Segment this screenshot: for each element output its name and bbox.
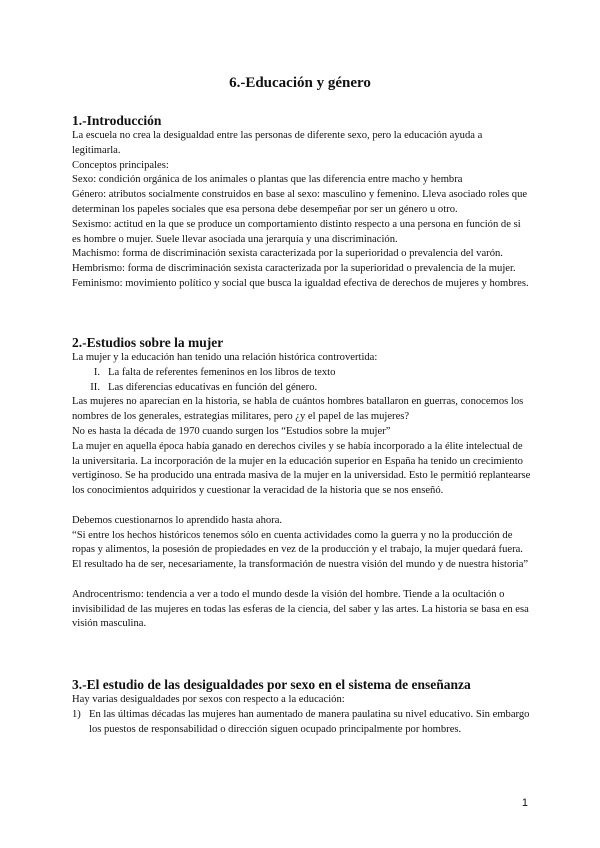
paragraph: Conceptos principales: <box>72 159 169 171</box>
section-estudios-mujer <box>72 334 532 632</box>
list-item-text: La falta de referentes femeninos en los libros de texto <box>108 366 336 378</box>
blank-line <box>72 499 532 514</box>
list-item <box>72 366 532 381</box>
section-heading: 3.-El estudio de las desigualdades por sexo en el sistema de enseñanza <box>72 677 471 692</box>
list-marker: II. <box>90 381 100 393</box>
definition-feminismo: Feminismo: movimiento político y social que busca la igualdad efectiva de derechos de mujeres y hombres. <box>72 277 529 289</box>
list-marker: 1) <box>72 708 81 720</box>
definition-sexo: Sexo: condición orgánica de los animales o plantas que las diferencia entre macho y hembra <box>72 174 463 186</box>
paragraph: La escuela no crea la desigualdad entre las personas de diferente sexo, pero la educación ayuda a legitimarla. <box>72 130 483 156</box>
definition-genero: Género: atributos socialmente construidos en base al sexo: masculino y femenino. Lleva asociado roles que determinan los papeles sociales que esa persona debe desempeñar por ser un género u otro. <box>72 189 528 215</box>
quote-paragraph: “Si entre los hechos históricos tenemos sólo en cuenta actividades como la guerra y no la producción de ropas y alimentos, la posesión de propiedades en vez de la producción y el trabajo, la mujer quedará fuera. El resultado ha de ser, necesariamente, la transformación de nuestra visión del mundo y de nuestra historia” <box>72 529 529 571</box>
section-heading: 2.-Estudios sobre la mujer <box>72 335 224 350</box>
list-item-text: Las diferencias educativas en función del género. <box>108 381 318 393</box>
paragraph: No es hasta la década de 1970 cuando surgen los “Estudios sobre la mujer” <box>72 425 391 437</box>
section-heading: 1.-Introducción <box>72 113 162 128</box>
definition-androcentrismo: Androcentrismo: tendencia a ver a todo el mundo desde la visión del hombre. Tiende a la ocultación o invisibilidad de las mujeres en todas las esferas de la ciencia, del saber y las artes. La historia se basa en esa visión masculina. <box>72 588 529 630</box>
numbered-list <box>72 708 532 738</box>
paragraph: Hay varias desigualdades por sexos con respecto a la educación: <box>72 694 345 705</box>
list-item <box>72 381 532 396</box>
blank-line <box>72 573 532 588</box>
paragraph: La mujer en aquella época había ganado en derechos civiles y se había incorporado a la élite intelectual de la universitaria. La incorporación de la mujer en la educación superior en España ha tenido un crecimiento vertiginoso. Se ha producido una entrada masiva de la mujer en la universidad. Esto le permitió replantearse los conocimientos adquiridos y cuestionar la veracidad de la historia que se nos enseñó. <box>72 440 531 497</box>
definition-hembrismo: Hembrismo: forma de discriminación sexista caracterizada por la superioridad o prevalencia de la mujer. <box>72 263 516 275</box>
list-item-text: En las últimas décadas las mujeres han aumentado de manera paulatina su nivel educativo. Sin embargo los puestos de responsabilidad o dirección siguen ocupado principalmente por hombres. <box>89 708 530 735</box>
roman-list <box>72 366 532 396</box>
definition-machismo: Machismo: forma de discriminación sexista caracterizada por la superioridad o prevalencia del varón. <box>72 248 503 260</box>
definition-sexismo: Sexismo: actitud en la que se produce un comportamiento distinto respecto a una persona en función de si es hombre o mujer. Suele llevar asociada una jerarquía y una discriminación. <box>72 218 521 245</box>
section-introduccion <box>72 112 532 292</box>
list-marker: I. <box>93 366 100 378</box>
page-number: 1 <box>521 797 528 809</box>
list-item <box>72 708 532 738</box>
paragraph: La mujer y la educación han tenido una relación histórica controvertida: <box>72 352 378 363</box>
paragraph: Las mujeres no aparecían en la historia, se habla de cuántos hombres batallaron en guerras, conocemos los nombres de los generales, estrategias militares, pero ¿y el papel de las mujeres? <box>72 396 524 423</box>
section-desigualdades <box>72 676 532 737</box>
document-title: 6.-Educación y género <box>229 75 371 91</box>
paragraph: Debemos cuestionarnos lo aprendido hasta ahora. <box>72 514 283 526</box>
